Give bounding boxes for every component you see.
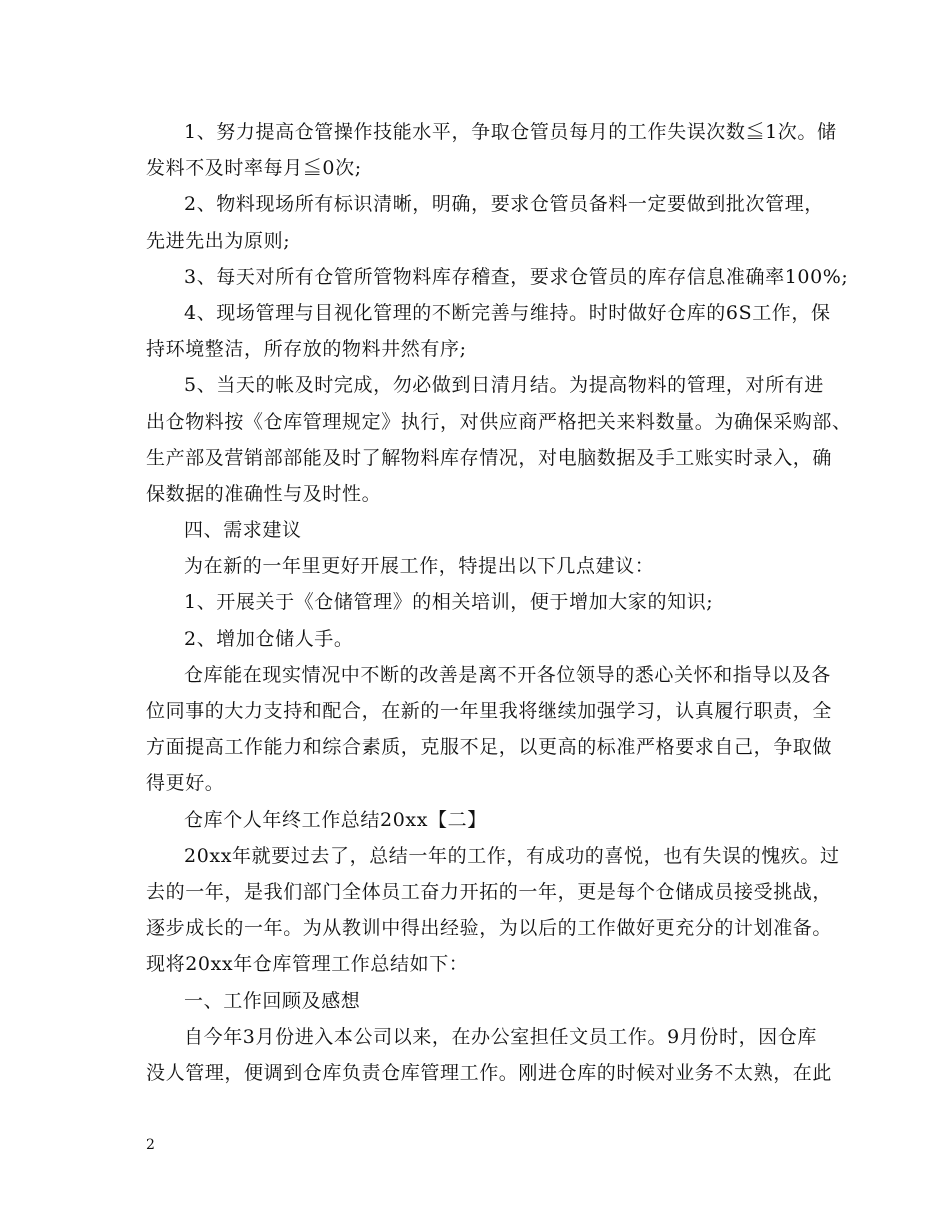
page-number: 2	[146, 1137, 155, 1153]
text-line: 生产部及营销部部能及时了解物料库存情况，对电脑数据及手工账实时录入，确	[146, 446, 833, 469]
text-line: 方面提高工作能力和综合素质，克服不足，以更高的标准严格要求自己，争取做	[146, 736, 833, 759]
text-line: 持环境整洁，所存放的物料井然有序;	[146, 338, 467, 361]
document-subtitle: 仓库个人年终工作总结20xx【二】	[184, 808, 487, 831]
text-line: 2、物料现场所有标识清晰，明确，要求仓管员备料一定要做到批次管理，	[184, 193, 824, 216]
text-line: 仓库能在现实情况中不断的改善是离不开各位领导的悉心关怀和指导以及各	[184, 663, 831, 686]
text-line: 5、当天的帐及时完成，勿必做到日清月结。为提高物料的管理，对所有进	[184, 374, 824, 397]
text-line: 先进先出为原则;	[146, 229, 291, 252]
text-line: 发料不及时率每月≦0次;	[146, 157, 362, 180]
text-line: 1、努力提高仓管操作技能水平，争取仓管员每月的工作失误次数≦1次。储	[184, 121, 837, 143]
section-heading: 四、需求建议	[184, 519, 302, 542]
text-line: 出仓物料按《仓库管理规定》执行，对供应商严格把关来料数量。为确保采购部、	[146, 410, 852, 433]
text-line: 为在新的一年里更好开展工作，特提出以下几点建议：	[184, 555, 655, 578]
text-line: 2、增加仓储人手。	[184, 627, 354, 650]
text-line: 去的一年，是我们部门全体员工奋力开拓的一年，更是每个仓储成员接受挑战，	[146, 880, 833, 903]
text-line: 1、开展关于《仓储管理》的相关培训，便于增加大家的知识;	[184, 591, 714, 614]
text-line: 得更好。	[146, 772, 225, 795]
text-line: 20xx年就要过去了，总结一年的工作，有成功的喜悦，也有失误的愧疚。过	[184, 844, 840, 867]
text-line: 4、现场管理与目视化管理的不断完善与维持。时时做好仓库的6S工作，保	[184, 301, 831, 324]
text-line: 逐步成长的一年。为从教训中得出经验，为以后的工作做好更充分的计划准备。	[146, 917, 833, 940]
document-body	[146, 114, 852, 1091]
text-line: 自今年3月份进入本公司以来，在办公室担任文员工作。9月份时，因仓库	[184, 1025, 817, 1048]
text-line: 现将20xx年仓库管理工作总结如下：	[146, 953, 469, 976]
text-line: 位同事的大力支持和配合，在新的一年里我将继续加强学习，认真履行职责，全	[146, 700, 833, 722]
section-heading: 一、工作回顾及感想	[184, 989, 361, 1012]
text-line: 3、每天对所有仓管所管物料库存稽查，要求仓管员的库存信息准确率100%;	[184, 265, 849, 288]
text-line: 没人管理，便调到仓库负责仓库管理工作。刚进仓库的时候对业务不太熟，在此	[146, 1061, 833, 1084]
text-line: 保数据的准确性与及时性。	[146, 482, 382, 505]
